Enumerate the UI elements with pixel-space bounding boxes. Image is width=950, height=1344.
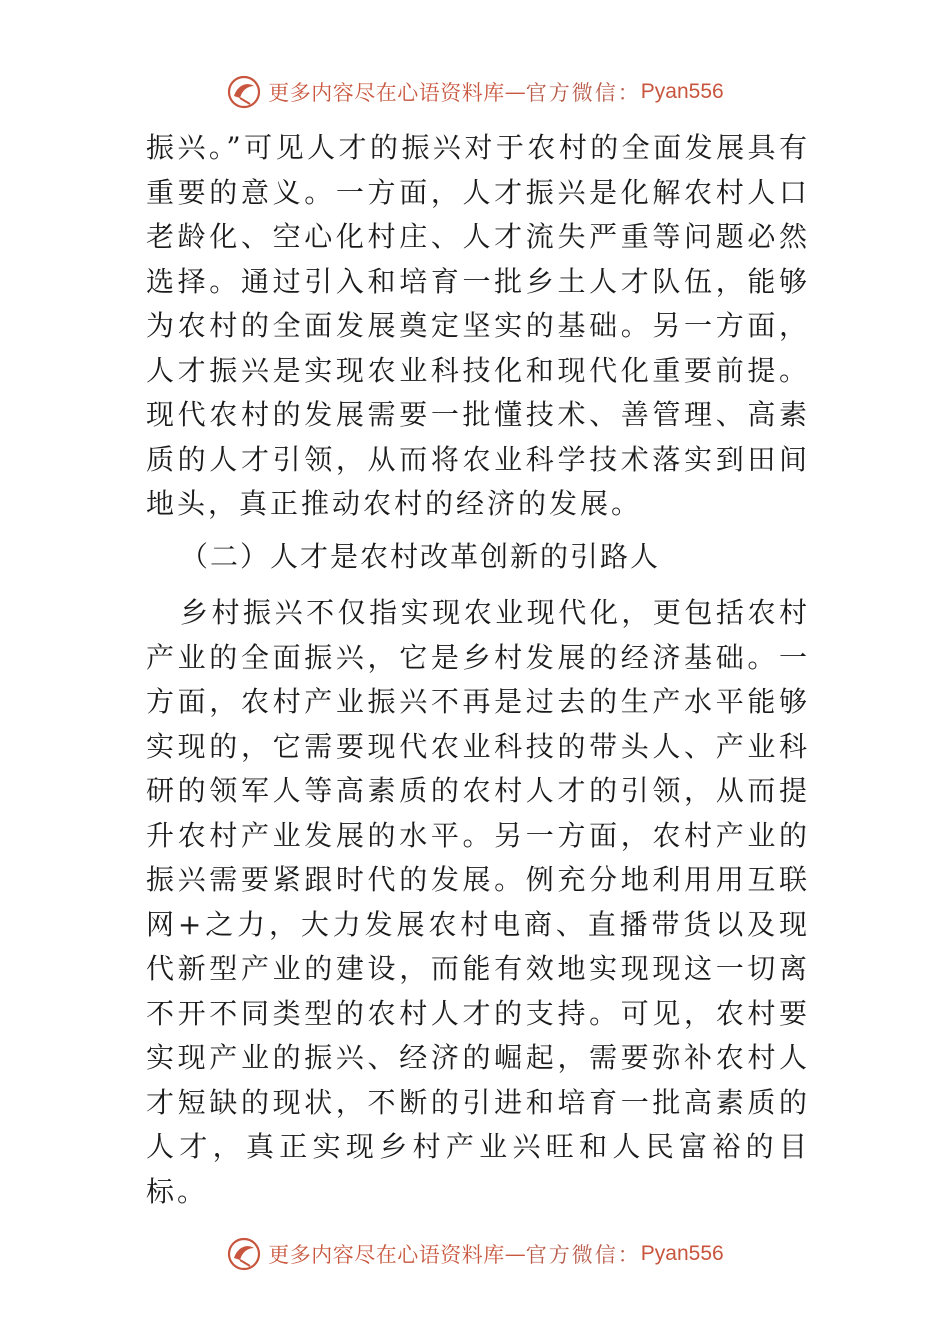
brand-logo-icon xyxy=(226,74,262,110)
watermark-brand: 更多内容尽在心语资料库 xyxy=(268,81,505,105)
brand-logo-icon xyxy=(226,1236,262,1272)
document-body xyxy=(146,126,810,1214)
watermark-wechat-label: 官方微信： xyxy=(525,1243,641,1267)
watermark-wechat-label: 官方微信： xyxy=(525,81,641,105)
body-paragraph-1: 振兴。”可见人才的振兴对于农村的全面发展具有重要的意义。一方面，人才振兴是化解农村人口老龄化、空心化村庄、人才流失严重等问题必然选择。通过引入和培育一批乡土人才队伍，能够为农村的全面发展奠定坚实的基础。另一方面，人才振兴是实现农业科技化和现代化重要前提。现代农村的发展需要一批懂技术、善管理、高素质的人才引领，从而将农业科学技术落实到田间地头，真正推动农村的经济的发展。 xyxy=(146,131,810,520)
watermark-separator: — xyxy=(504,1242,526,1266)
watermark-wechat-id: Pyan556 xyxy=(640,80,724,103)
header-watermark xyxy=(0,70,950,114)
watermark-separator: — xyxy=(504,80,526,104)
section-heading-2: （二）人才是农村改革创新的引路人 xyxy=(180,539,661,573)
body-paragraph-2: 乡村振兴不仅指实现农业现代化，更包括农村产业的全面振兴，它是乡村发展的经济基础。一方面，农村产业振兴不再是过去的生产水平能够实现的，它需要现代农业科技的带头人、产业科研的领军人等高素质的农村人才的引领，从而提升农村产业发展的水平。另一方面，农村产业的振兴需要紧跟时代的发展。例充分地利用用互联网+之力，大力发展农村电商、直播带货以及现代新型产业的建设，而能有效地实现现这一切离不开不同类型的农村人才的支持。可见，农村要实现产业的振兴、经济的崛起，需要弥补农村人才短缺的现状，不断的引进和培育一批高素质的人才，真正实现乡村产业兴旺和人民富裕的目标。 xyxy=(146,596,810,1208)
watermark-brand: 更多内容尽在心语资料库 xyxy=(268,1243,505,1267)
footer-watermark xyxy=(0,1232,950,1276)
watermark-wechat-id: Pyan556 xyxy=(640,1242,724,1265)
